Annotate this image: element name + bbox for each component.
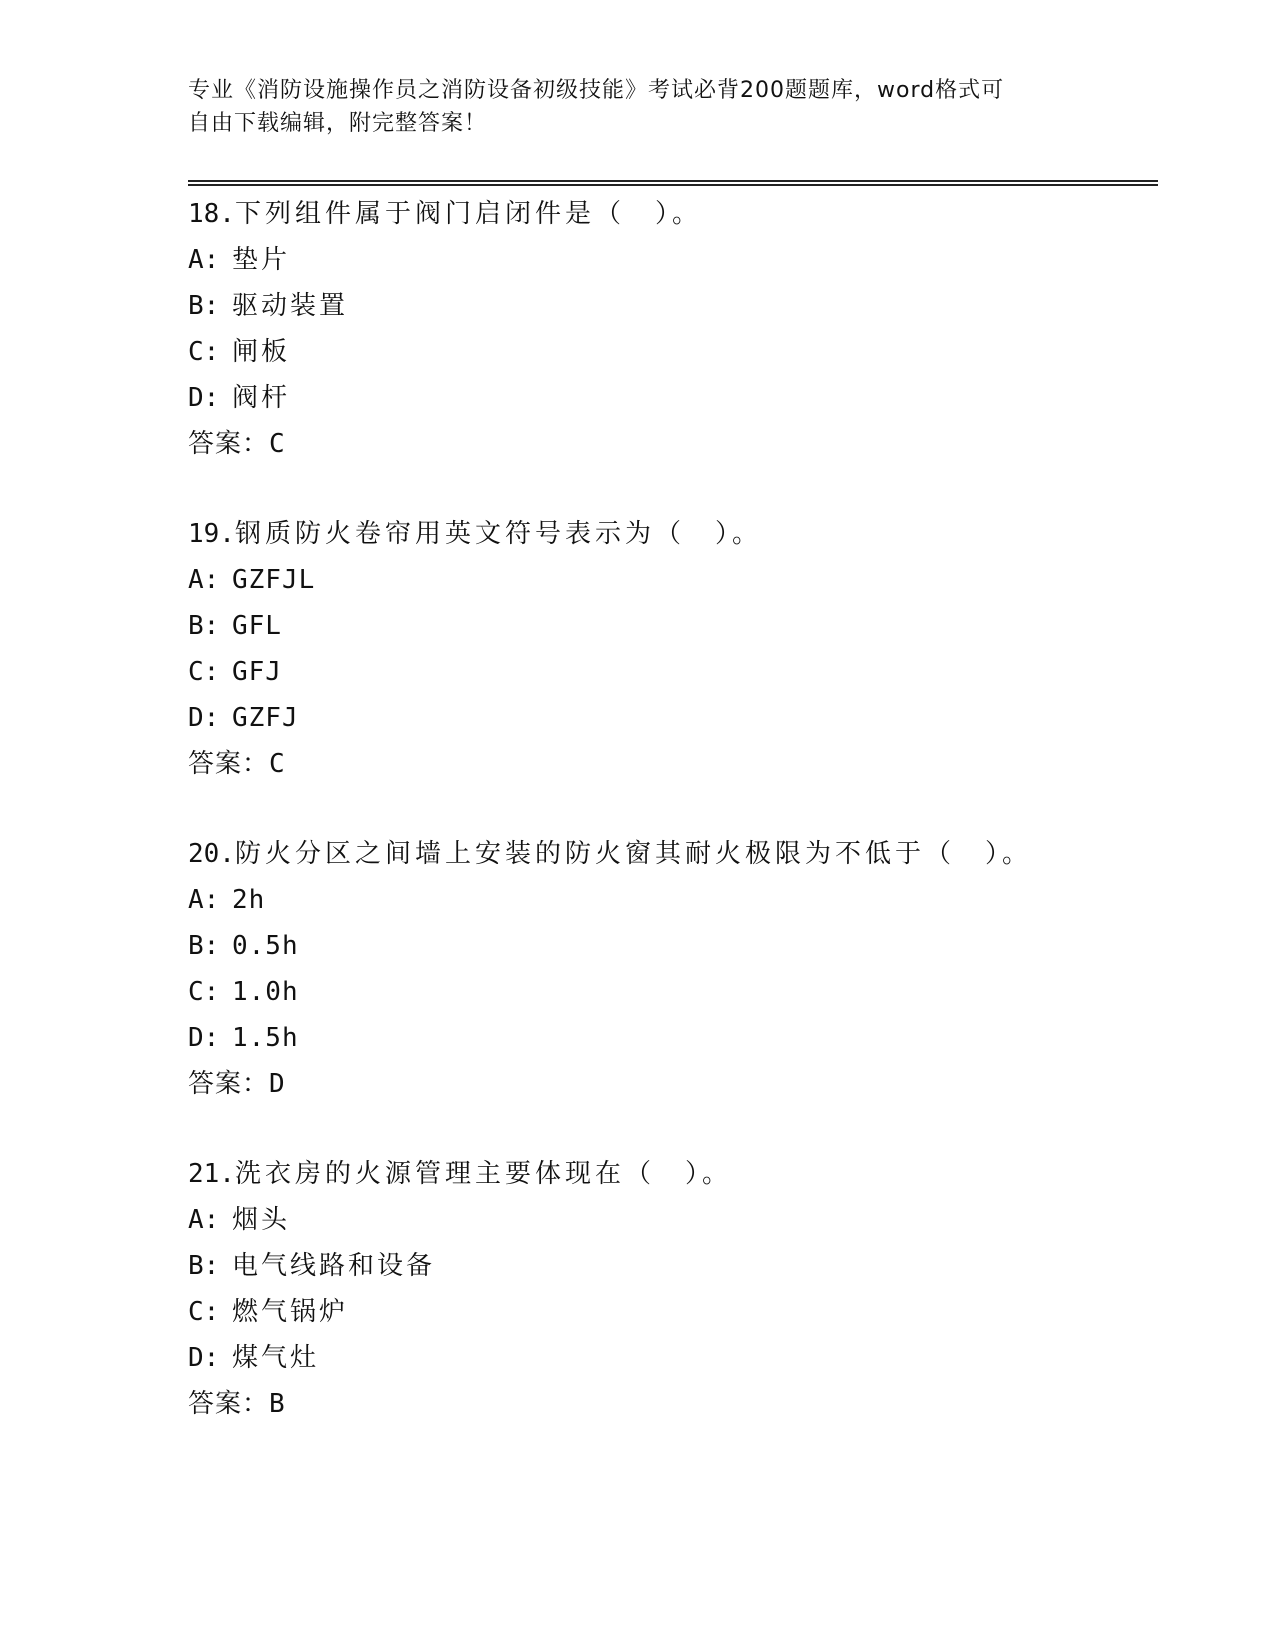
option-text: 煤气灶 xyxy=(232,1343,320,1373)
option-text: 1.0h xyxy=(232,977,299,1007)
question-number: 21. xyxy=(188,1159,235,1189)
question-text: 下列组件属于阀门启闭件是（ ）。 xyxy=(234,199,702,229)
question-number: 20. xyxy=(188,839,235,869)
option-text: GFL xyxy=(232,611,282,641)
option-text: 驱动装置 xyxy=(232,291,349,321)
question-block xyxy=(188,1151,1168,1427)
option-text: 垫片 xyxy=(232,245,291,275)
header-divider-bottom xyxy=(188,184,1158,186)
option-letter: A: xyxy=(188,565,220,595)
question-stem xyxy=(188,511,1168,557)
answer-line xyxy=(188,1381,1168,1427)
header-line-1: 专业《消防设施操作员之消防设备初级技能》考试必背200题题库，word格式可 xyxy=(188,78,1005,103)
answer-value: B xyxy=(269,1389,286,1419)
question-text: 洗衣房的火源管理主要体现在（ ）。 xyxy=(234,1159,732,1189)
option-a xyxy=(188,237,1168,283)
answer-value: C xyxy=(269,429,286,459)
option-letter: A: xyxy=(188,245,220,275)
question-stem xyxy=(188,1151,1168,1197)
question-stem xyxy=(188,831,1168,877)
answer-line xyxy=(188,421,1168,467)
answer-line xyxy=(188,1061,1168,1107)
option-letter: B: xyxy=(188,291,220,321)
option-text: 2h xyxy=(232,885,266,915)
option-letter: B: xyxy=(188,1251,220,1281)
option-c xyxy=(188,329,1168,375)
option-letter: D: xyxy=(188,1343,220,1373)
option-text: 1.5h xyxy=(232,1023,299,1053)
option-text: GZFJL xyxy=(232,565,316,595)
question-number: 18. xyxy=(188,199,235,229)
header-divider-top xyxy=(188,180,1158,182)
option-text: GZFJ xyxy=(232,703,299,733)
option-d xyxy=(188,695,1168,741)
question-block xyxy=(188,191,1168,467)
answer-value: C xyxy=(269,749,286,779)
question-number: 19. xyxy=(188,519,235,549)
option-c xyxy=(188,969,1168,1015)
option-b xyxy=(188,923,1168,969)
option-b xyxy=(188,283,1168,329)
option-text: GFJ xyxy=(232,657,282,687)
option-text: 0.5h xyxy=(232,931,299,961)
option-d xyxy=(188,1335,1168,1381)
question-text: 钢质防火卷帘用英文符号表示为（ ）。 xyxy=(234,519,762,549)
question-block xyxy=(188,511,1168,787)
option-text: 燃气锅炉 xyxy=(232,1297,349,1327)
question-stem xyxy=(188,191,1168,237)
question-block xyxy=(188,831,1168,1107)
answer-label: 答案： xyxy=(188,749,270,779)
document-header xyxy=(188,74,1088,140)
option-d xyxy=(188,1015,1168,1061)
option-b xyxy=(188,603,1168,649)
option-text: 阀杆 xyxy=(232,383,291,413)
option-letter: A: xyxy=(188,1205,220,1235)
option-letter: B: xyxy=(188,611,220,641)
option-letter: C: xyxy=(188,1297,220,1327)
option-letter: B: xyxy=(188,931,220,961)
option-a xyxy=(188,1197,1168,1243)
option-text: 电气线路和设备 xyxy=(232,1251,436,1281)
option-letter: C: xyxy=(188,657,220,687)
option-letter: C: xyxy=(188,977,220,1007)
option-c xyxy=(188,649,1168,695)
answer-label: 答案： xyxy=(188,429,270,459)
option-letter: D: xyxy=(188,703,220,733)
option-d xyxy=(188,375,1168,421)
answer-label: 答案： xyxy=(188,1389,270,1419)
question-text: 防火分区之间墙上安装的防火窗其耐火极限为不低于（ ）。 xyxy=(234,839,1032,869)
option-text: 烟头 xyxy=(232,1205,291,1235)
option-letter: D: xyxy=(188,1023,220,1053)
option-letter: D: xyxy=(188,383,220,413)
answer-line xyxy=(188,741,1168,787)
option-a xyxy=(188,877,1168,923)
option-text: 闸板 xyxy=(232,337,291,367)
answer-value: D xyxy=(269,1069,286,1099)
answer-label: 答案： xyxy=(188,1069,270,1099)
option-letter: A: xyxy=(188,885,220,915)
option-c xyxy=(188,1289,1168,1335)
option-a xyxy=(188,557,1168,603)
option-b xyxy=(188,1243,1168,1289)
header-line-2: 自由下载编辑，附完整答案！ xyxy=(188,111,488,136)
question-list xyxy=(188,191,1168,1471)
option-letter: C: xyxy=(188,337,220,367)
